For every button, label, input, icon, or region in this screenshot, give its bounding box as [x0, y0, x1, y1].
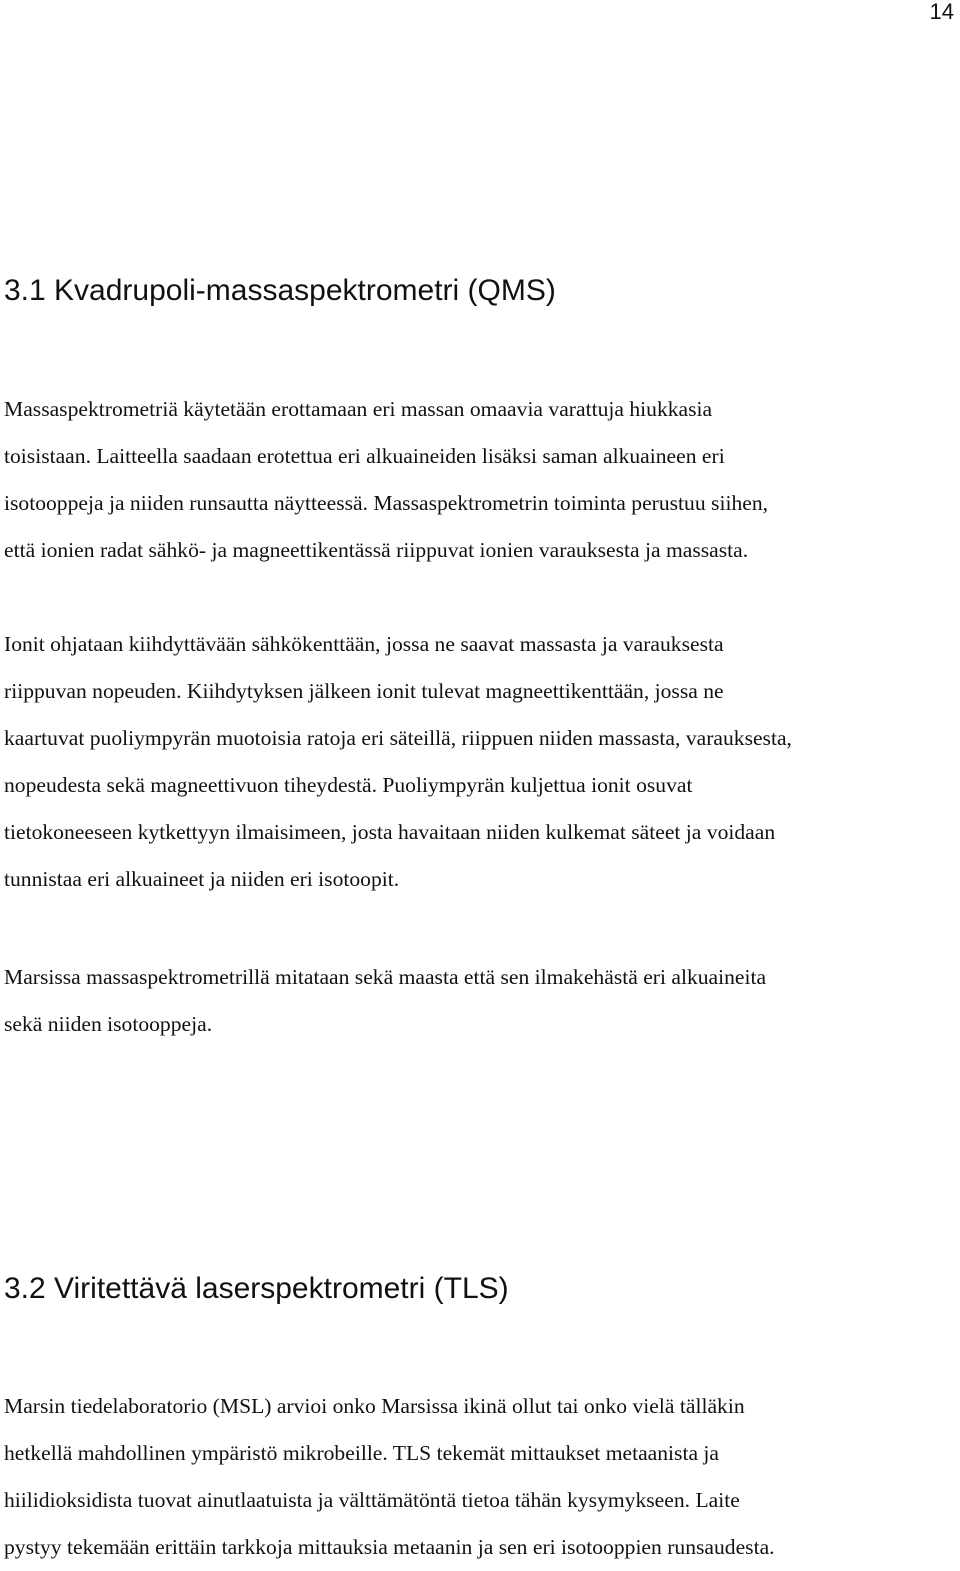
section-heading-tls: 3.2 Viritettävä laserspektrometri (TLS) — [4, 1272, 509, 1305]
text-line: Marsin tiedelaboratorio (MSL) arvioi onko Marsissa ikinä ollut tai onko vielä tälläkin — [4, 1394, 745, 1418]
text-line: hiilidioksidista tuovat ainutlaatuista ja välttämätöntä tietoa tähän kysymykseen. Laite — [4, 1487, 740, 1512]
text-line: Massaspektrometriä käytetään erottamaan eri massan omaavia varattuja hiukkasia — [4, 397, 713, 421]
text-line: riippuvan nopeuden. Kiihdytyksen jälkeen ionit tulevat magneettikenttään, jossa ne — [4, 678, 724, 703]
paragraph — [4, 954, 766, 1048]
paragraph — [4, 621, 792, 902]
text-line: nopeudesta sekä magneettivuon tiheydestä. Puoliympyrän kuljettua ionit osuvat — [4, 772, 693, 797]
section-heading-qms: 3.1 Kvadrupoli-massaspektrometri (QMS) — [4, 274, 556, 307]
text-line: hetkellä mahdollinen ympäristö mikrobeille. TLS tekemät mittaukset metaanista ja — [4, 1440, 720, 1465]
text-line: isotooppeja ja niiden runsautta näytteessä. Massaspektrometrin toiminta perustuu siihen, — [4, 490, 769, 515]
text-line: toisistaan. Laitteella saadaan erotettua eri alkuaineiden lisäksi saman alkuaineen eri — [4, 443, 725, 468]
text-line: kaartuvat puoliympyrän muotoisia ratoja eri säteillä, riippuen niiden massasta, varauksesta, — [4, 725, 792, 750]
text-line: pystyy tekemään erittäin tarkkoja mittauksia metaanin ja sen eri isotooppien runsaudesta. — [4, 1534, 775, 1559]
text-line: tunnistaa eri alkuaineet ja niiden eri isotoopit. — [4, 866, 400, 891]
text-line: tietokoneeseen kytkettyyn ilmaisimeen, josta havaitaan niiden kulkemat säteet ja voidaan — [4, 819, 776, 844]
text-line: että ionien radat sähkö- ja magneettikentässä riippuvat ionien varauksesta ja massasta. — [4, 537, 749, 562]
text-line: Marsissa massaspektrometrillä mitataan sekä maasta että sen ilmakehästä eri alkuaineita — [4, 965, 767, 989]
paragraph — [4, 386, 768, 574]
text-line: Ionit ohjataan kiihdyttävään sähkökenttään, jossa ne saavat massasta ja varauksesta — [4, 632, 724, 656]
page-number: 14 — [929, 0, 954, 24]
paragraph — [4, 1383, 775, 1571]
text-line: sekä niiden isotooppeja. — [4, 1011, 213, 1036]
